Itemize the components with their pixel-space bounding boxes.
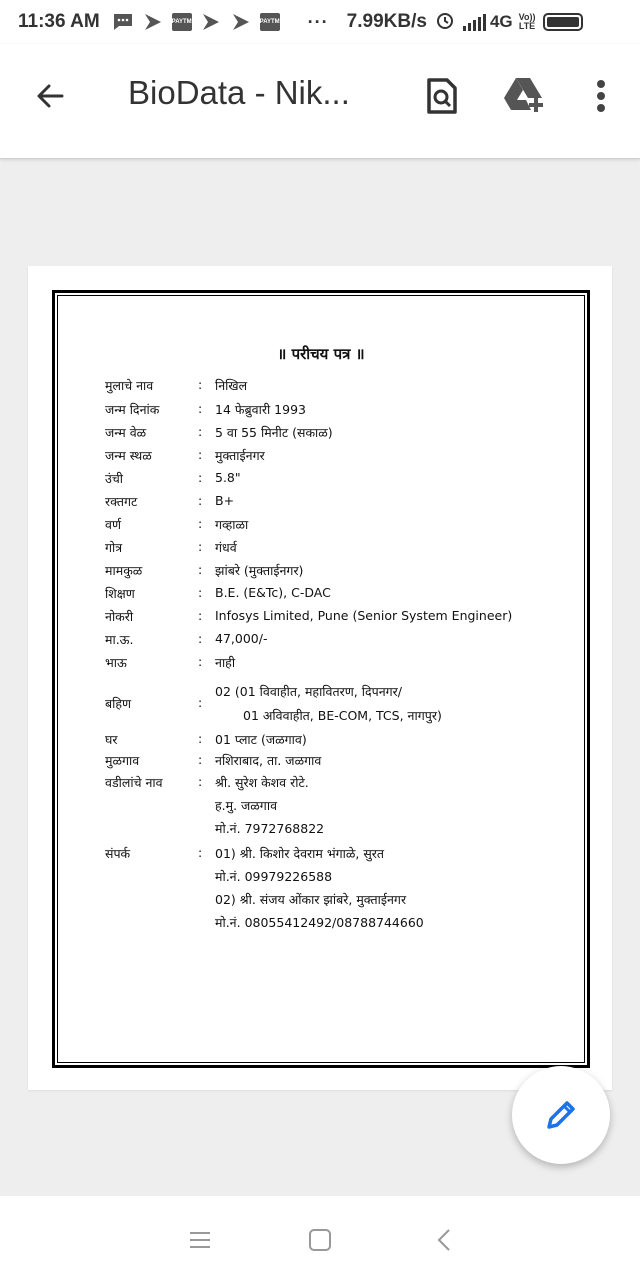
more-vert-icon (596, 79, 606, 113)
field-value: B+ (215, 493, 235, 508)
field-value: मो.नं. 09979226588 (215, 869, 333, 884)
document-title: BioData - Nik... (128, 74, 350, 111)
field-colon: : (198, 695, 203, 710)
field-colon: : (198, 401, 203, 416)
field-value: 01) श्री. किशोर देवराम भंगाळे, सुरत (215, 846, 385, 861)
field-value: श्री. सुरेश केशव रोटे. (215, 775, 309, 790)
field-colon: : (198, 774, 203, 789)
field-label: जन्म वेळ (105, 425, 147, 440)
document-page (28, 266, 612, 1090)
field-value: 47,000/- (215, 631, 268, 646)
field-label: नोकरी (105, 609, 134, 624)
battery-icon (543, 13, 583, 31)
field-label: जन्म दिनांक (105, 402, 160, 417)
field-label: भाऊ (105, 655, 127, 670)
field-label: वडीलांचे नाव (105, 775, 163, 790)
more-notifications-dots: ··· (307, 11, 329, 32)
more-options-button[interactable] (584, 74, 618, 118)
biodata-heading: ॥ परीचय पत्र ॥ (277, 345, 365, 363)
field-value: 14 फेब्रुवारी 1993 (215, 402, 306, 417)
find-in-page-icon (426, 77, 458, 115)
edit-pencil-icon (543, 1097, 579, 1133)
field-value: मो.नं. 08055412492/08788744660 (215, 915, 424, 930)
field-label: वर्ण (105, 517, 121, 532)
network-speed: 7.99KB/s (346, 11, 427, 32)
field-value: नशिराबाद, ता. जळगाव (215, 753, 322, 768)
status-time: 11:36 AM (18, 11, 100, 32)
field-colon: : (198, 470, 203, 485)
field-label: घर (105, 732, 118, 747)
recents-button[interactable] (180, 1220, 220, 1260)
field-colon: : (198, 631, 203, 646)
field-label: जन्म स्थळ (105, 448, 152, 463)
field-label: संपर्क (105, 846, 131, 861)
field-colon: : (198, 493, 203, 508)
play-icon (200, 13, 222, 31)
field-value: 5 वा 55 मिनीट (सकाळ) (215, 425, 333, 440)
field-value: 02) श्री. संजय ओंकार झांबरे, मुक्ताईनगर (215, 892, 407, 907)
alarm-icon (435, 10, 455, 35)
field-label: बहिण (105, 696, 132, 711)
field-value: 5.8" (215, 470, 241, 485)
field-value: ह.मु. जळगाव (215, 798, 278, 813)
app-box-icon: PAYTM (260, 13, 280, 31)
nav-back-button[interactable] (424, 1220, 464, 1260)
navigation-bar (0, 1196, 640, 1280)
network-type: 4G (489, 12, 513, 31)
field-value: 02 (01 विवाहीत, महावितरण, दिपनगर/ (215, 684, 402, 699)
field-label: मुळगाव (105, 753, 140, 768)
find-in-page-button[interactable] (420, 72, 464, 120)
field-value: 01 अविवाहीत, BE-COM, TCS, नागपुर) (243, 708, 442, 723)
field-colon: : (198, 752, 203, 767)
back-arrow-icon (34, 80, 66, 112)
field-value: Infosys Limited, Pune (Senior System Engineer) (215, 608, 513, 623)
field-label: मुलाचे नाव (105, 378, 154, 393)
back-chevron-icon (434, 1228, 454, 1252)
page-border (52, 290, 590, 1068)
notification-icons (112, 13, 280, 31)
field-value: नाही (215, 655, 236, 670)
back-button[interactable] (28, 74, 72, 118)
field-colon: : (198, 654, 203, 669)
field-value: मो.नं. 7972768822 (215, 821, 325, 836)
field-colon: : (198, 731, 203, 746)
volte-indicator: Vo)) LTE (518, 12, 536, 31)
field-colon: : (198, 377, 203, 392)
field-value: झांबरे (मुक्ताईनगर) (215, 563, 304, 578)
edit-fab-button[interactable] (512, 1066, 610, 1164)
field-value: गव्हाळा (215, 517, 249, 532)
field-label: मामकुळ (105, 563, 143, 578)
field-value: 01 प्लाट (जळगाव) (215, 732, 307, 747)
app-box-icon: PAYTM (172, 13, 192, 31)
field-colon: : (198, 447, 203, 462)
app-bar (0, 44, 640, 159)
field-colon: : (198, 539, 203, 554)
field-value: B.E. (E&Tc), C-DAC (215, 585, 331, 600)
field-colon: : (198, 424, 203, 439)
play-icon (142, 13, 164, 31)
add-to-drive-button[interactable] (500, 74, 550, 118)
field-label: गोत्र (105, 540, 123, 555)
field-colon: : (198, 585, 203, 600)
field-value: गंधर्व (215, 540, 237, 555)
signal-icon (463, 13, 486, 31)
message-icon (112, 13, 134, 31)
field-label: रक्तगट (105, 494, 138, 509)
field-value: निखिल (215, 378, 248, 393)
status-bar (0, 0, 640, 44)
field-value: मुक्ताईनगर (215, 448, 265, 463)
field-label: उंची (105, 471, 124, 486)
field-label: शिक्षण (105, 586, 135, 601)
home-button[interactable] (300, 1220, 340, 1260)
recents-menu-icon (189, 1229, 211, 1251)
drive-add-icon (502, 76, 548, 116)
field-colon: : (198, 608, 203, 623)
field-colon: : (198, 562, 203, 577)
field-label: मा.ऊ. (105, 632, 134, 647)
field-colon: : (198, 516, 203, 531)
field-colon: : (198, 845, 203, 860)
play-icon (230, 13, 252, 31)
home-square-icon (308, 1228, 332, 1252)
